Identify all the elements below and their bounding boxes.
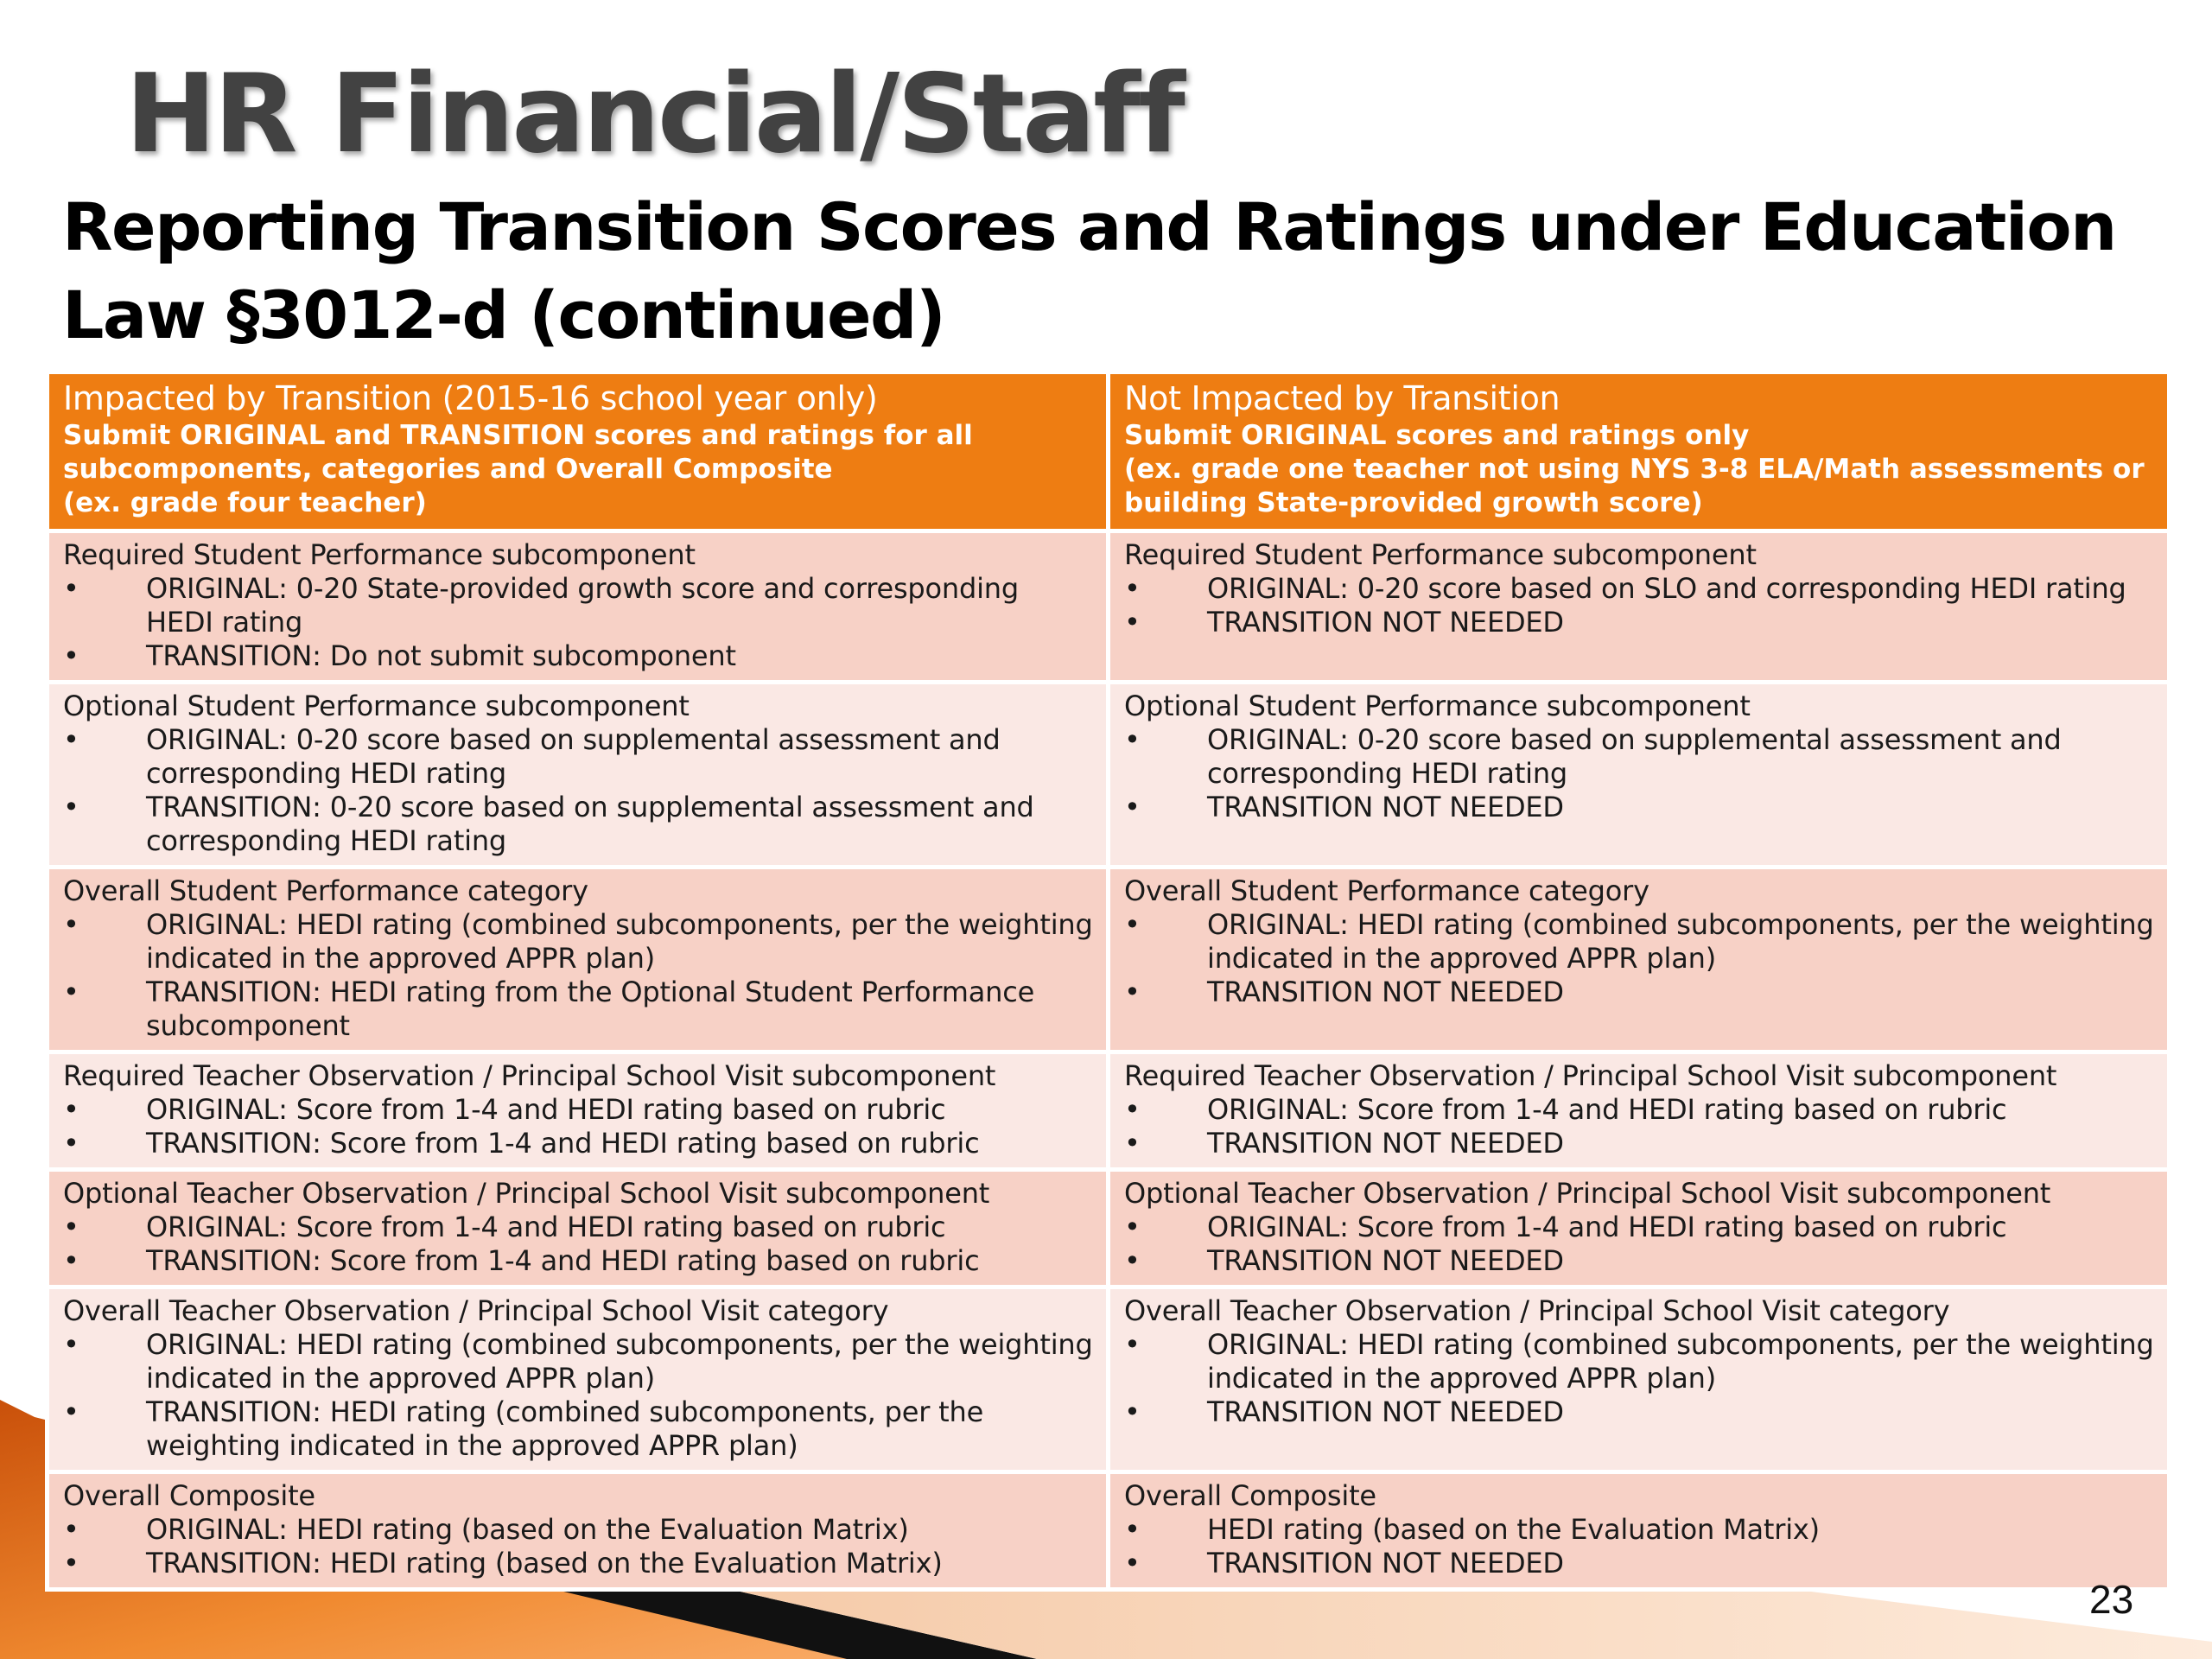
bullet-icon: • xyxy=(1124,1093,1141,1126)
header-sub-line: subcomponents, categories and Overall Composite xyxy=(63,454,833,485)
bullet-text: TRANSITION NOT NEEDED xyxy=(1207,1127,1564,1160)
bullet-icon: • xyxy=(63,572,79,605)
bullet-text: ORIGINAL: Score from 1-4 and HEDI rating based on rubric xyxy=(1207,1211,2007,1243)
bullet-text: TRANSITION: HEDI rating (combined subcomponents, per the weighting indicated in the approved APPR plan) xyxy=(146,1395,984,1462)
transition-table xyxy=(45,370,2171,1592)
bullet-icon: • xyxy=(1124,723,1141,756)
bullet-text: TRANSITION NOT NEEDED xyxy=(1207,976,1564,1008)
cell-title: Overall Student Performance category xyxy=(63,874,588,907)
cell-title: Required Student Performance subcomponent xyxy=(1124,538,1757,571)
bullet-item xyxy=(1124,1395,2155,1429)
bullet-item xyxy=(1124,1547,2155,1580)
bullet-text: ORIGINAL: 0-20 score based on supplemental assessment and corresponding HEDI rating xyxy=(146,723,1001,790)
bullet-text: TRANSITION NOT NEEDED xyxy=(1207,606,1564,639)
bullet-item xyxy=(63,976,1094,1043)
bullet-item xyxy=(1124,572,2155,606)
bullet-icon: • xyxy=(63,1547,79,1580)
header-row xyxy=(48,372,2170,531)
cell-title: Overall Composite xyxy=(1124,1479,1376,1512)
table-cell xyxy=(1109,1472,2170,1590)
header-title: Impacted by Transition (2015-16 school year only) xyxy=(63,379,878,417)
bullet-text: TRANSITION: HEDI rating (based on the Evaluation Matrix) xyxy=(146,1547,943,1580)
table-cell xyxy=(48,1287,1109,1472)
cell-title: Overall Student Performance category xyxy=(1124,874,1649,907)
bullet-icon: • xyxy=(1124,1395,1141,1428)
cell-title: Required Teacher Observation / Principal School Visit subcomponent xyxy=(63,1059,996,1092)
bullet-item xyxy=(63,908,1094,976)
table-cell xyxy=(48,868,1109,1052)
bullet-item xyxy=(1124,1244,2155,1278)
table-row xyxy=(48,1052,2170,1170)
cell-title: Overall Teacher Observation / Principal School Visit category xyxy=(1124,1294,1950,1327)
table-row xyxy=(48,1287,2170,1472)
bullet-text: TRANSITION: Score from 1-4 and HEDI rating based on rubric xyxy=(146,1127,980,1160)
bullet-item xyxy=(63,572,1094,639)
slide-title: HR Financial/Staff xyxy=(125,50,1183,177)
bullet-item xyxy=(63,723,1094,791)
header-impacted xyxy=(48,372,1109,531)
bullet-item xyxy=(63,1395,1094,1463)
bullet-item xyxy=(1124,606,2155,639)
bullet-text: HEDI rating (based on the Evaluation Matrix) xyxy=(1207,1513,1820,1546)
bullet-item xyxy=(63,791,1094,858)
bullet-item xyxy=(63,1244,1094,1278)
cell-title: Optional Teacher Observation / Principal School Visit subcomponent xyxy=(1124,1177,2051,1210)
bullet-text: ORIGINAL: HEDI rating (combined subcomponents, per the weighting indicated in the approved APPR plan) xyxy=(146,1328,1093,1395)
bullet-text: TRANSITION: Do not submit subcomponent xyxy=(146,639,736,672)
bullet-icon: • xyxy=(1124,606,1141,639)
bullet-item xyxy=(1124,1211,2155,1244)
slide-subtitle: Reporting Transition Scores and Ratings under Education Law §3012-d (continued) xyxy=(62,188,2116,353)
bullet-icon: • xyxy=(1124,1127,1141,1160)
table-row xyxy=(48,531,2170,683)
table-row xyxy=(48,1170,2170,1287)
cell-title: Optional Student Performance subcomponent xyxy=(63,690,690,722)
cell-title: Optional Teacher Observation / Principal School Visit subcomponent xyxy=(63,1177,990,1210)
bullet-icon: • xyxy=(63,791,79,823)
bullet-item xyxy=(63,1328,1094,1395)
table-row xyxy=(48,683,2170,868)
bullet-text: TRANSITION: Score from 1-4 and HEDI rating based on rubric xyxy=(146,1244,980,1277)
table-cell xyxy=(1109,1287,2170,1472)
bullet-item xyxy=(63,639,1094,673)
cell-title: Optional Student Performance subcomponent xyxy=(1124,690,1751,722)
bullet-text: TRANSITION NOT NEEDED xyxy=(1207,1244,1564,1277)
bullet-icon: • xyxy=(63,1244,79,1277)
bullet-icon: • xyxy=(1124,1328,1141,1361)
bullet-icon: • xyxy=(63,639,79,672)
page-number: 23 xyxy=(2089,1577,2134,1622)
table-cell xyxy=(1109,1052,2170,1170)
bullet-item xyxy=(1124,908,2155,976)
table-cell xyxy=(1109,531,2170,683)
bullet-item xyxy=(63,1127,1094,1160)
bullet-icon: • xyxy=(63,1513,79,1546)
bullet-icon: • xyxy=(1124,976,1141,1008)
bullet-text: ORIGINAL: Score from 1-4 and HEDI rating based on rubric xyxy=(146,1093,946,1126)
bullet-text: TRANSITION: HEDI rating from the Optional Student Performance subcomponent xyxy=(146,976,1035,1042)
bullet-icon: • xyxy=(63,723,79,756)
cell-title: Overall Teacher Observation / Principal School Visit category xyxy=(63,1294,889,1327)
bullet-icon: • xyxy=(63,1093,79,1126)
bullet-text: ORIGINAL: Score from 1-4 and HEDI rating based on rubric xyxy=(1207,1093,2007,1126)
bullet-item xyxy=(63,1547,1094,1580)
bullet-text: TRANSITION NOT NEEDED xyxy=(1207,1395,1564,1428)
header-title: Not Impacted by Transition xyxy=(1124,379,1560,417)
header-not-impacted xyxy=(1109,372,2170,531)
bullet-icon: • xyxy=(1124,1211,1141,1243)
bullet-text: TRANSITION: 0-20 score based on supplemental assessment and corresponding HEDI rating xyxy=(146,791,1034,857)
bullet-text: ORIGINAL: HEDI rating (combined subcomponents, per the weighting indicated in the approved APPR plan) xyxy=(1207,908,2154,975)
header-sub-line: (ex. grade one teacher not using NYS 3-8 ELA/Math assessments or xyxy=(1124,454,2145,485)
bullet-item xyxy=(1124,1513,2155,1547)
bullet-item xyxy=(1124,1328,2155,1395)
bullet-text: ORIGINAL: Score from 1-4 and HEDI rating based on rubric xyxy=(146,1211,946,1243)
bullet-icon: • xyxy=(63,1127,79,1160)
bullet-item xyxy=(1124,1093,2155,1127)
bullet-icon: • xyxy=(1124,572,1141,605)
cell-title: Overall Composite xyxy=(63,1479,315,1512)
table-cell xyxy=(48,531,1109,683)
bullet-icon: • xyxy=(1124,1513,1141,1546)
table-cell xyxy=(48,1052,1109,1170)
bullet-item xyxy=(1124,723,2155,791)
bullet-text: ORIGINAL: HEDI rating (combined subcomponents, per the weighting indicated in the approved APPR plan) xyxy=(1207,1328,2154,1395)
cell-title: Required Teacher Observation / Principal School Visit subcomponent xyxy=(1124,1059,2057,1092)
header-sub-line: (ex. grade four teacher) xyxy=(63,487,427,518)
table-cell xyxy=(48,1170,1109,1287)
bullet-icon: • xyxy=(63,908,79,941)
bullet-item xyxy=(63,1093,1094,1127)
bullet-text: ORIGINAL: 0-20 State-provided growth score and corresponding HEDI rating xyxy=(146,572,1020,639)
bullet-text: ORIGINAL: HEDI rating (based on the Evaluation Matrix) xyxy=(146,1513,909,1546)
table-cell xyxy=(1109,868,2170,1052)
bullet-text: ORIGINAL: HEDI rating (combined subcomponents, per the weighting indicated in the approved APPR plan) xyxy=(146,908,1093,975)
bullet-text: TRANSITION NOT NEEDED xyxy=(1207,1547,1564,1580)
bullet-icon: • xyxy=(1124,908,1141,941)
header-sub-line: Submit ORIGINAL and TRANSITION scores and ratings for all xyxy=(63,420,973,451)
bullet-icon: • xyxy=(63,1395,79,1428)
bullet-text: TRANSITION NOT NEEDED xyxy=(1207,791,1564,823)
table-row xyxy=(48,868,2170,1052)
bullet-item xyxy=(63,1513,1094,1547)
bullet-item xyxy=(1124,976,2155,1009)
bullet-icon: • xyxy=(63,1211,79,1243)
table-cell xyxy=(48,683,1109,868)
bullet-item xyxy=(63,1211,1094,1244)
bullet-text: ORIGINAL: 0-20 score based on supplemental assessment and corresponding HEDI rating xyxy=(1207,723,2062,790)
bullet-item xyxy=(1124,791,2155,824)
bullet-icon: • xyxy=(63,1328,79,1361)
bullet-icon: • xyxy=(1124,1244,1141,1277)
table-cell xyxy=(1109,1170,2170,1287)
header-sub-line: Submit ORIGINAL scores and ratings only xyxy=(1124,420,1750,451)
table-row xyxy=(48,1472,2170,1590)
table-cell xyxy=(48,1472,1109,1590)
table-cell xyxy=(1109,683,2170,868)
header-sub-line: building State-provided growth score) xyxy=(1124,487,1703,518)
bullet-item xyxy=(1124,1127,2155,1160)
bullet-text: ORIGINAL: 0-20 score based on SLO and corresponding HEDI rating xyxy=(1207,572,2126,605)
bullet-icon: • xyxy=(63,976,79,1008)
bullet-icon: • xyxy=(1124,1547,1141,1580)
bullet-icon: • xyxy=(1124,791,1141,823)
cell-title: Required Student Performance subcomponent xyxy=(63,538,696,571)
